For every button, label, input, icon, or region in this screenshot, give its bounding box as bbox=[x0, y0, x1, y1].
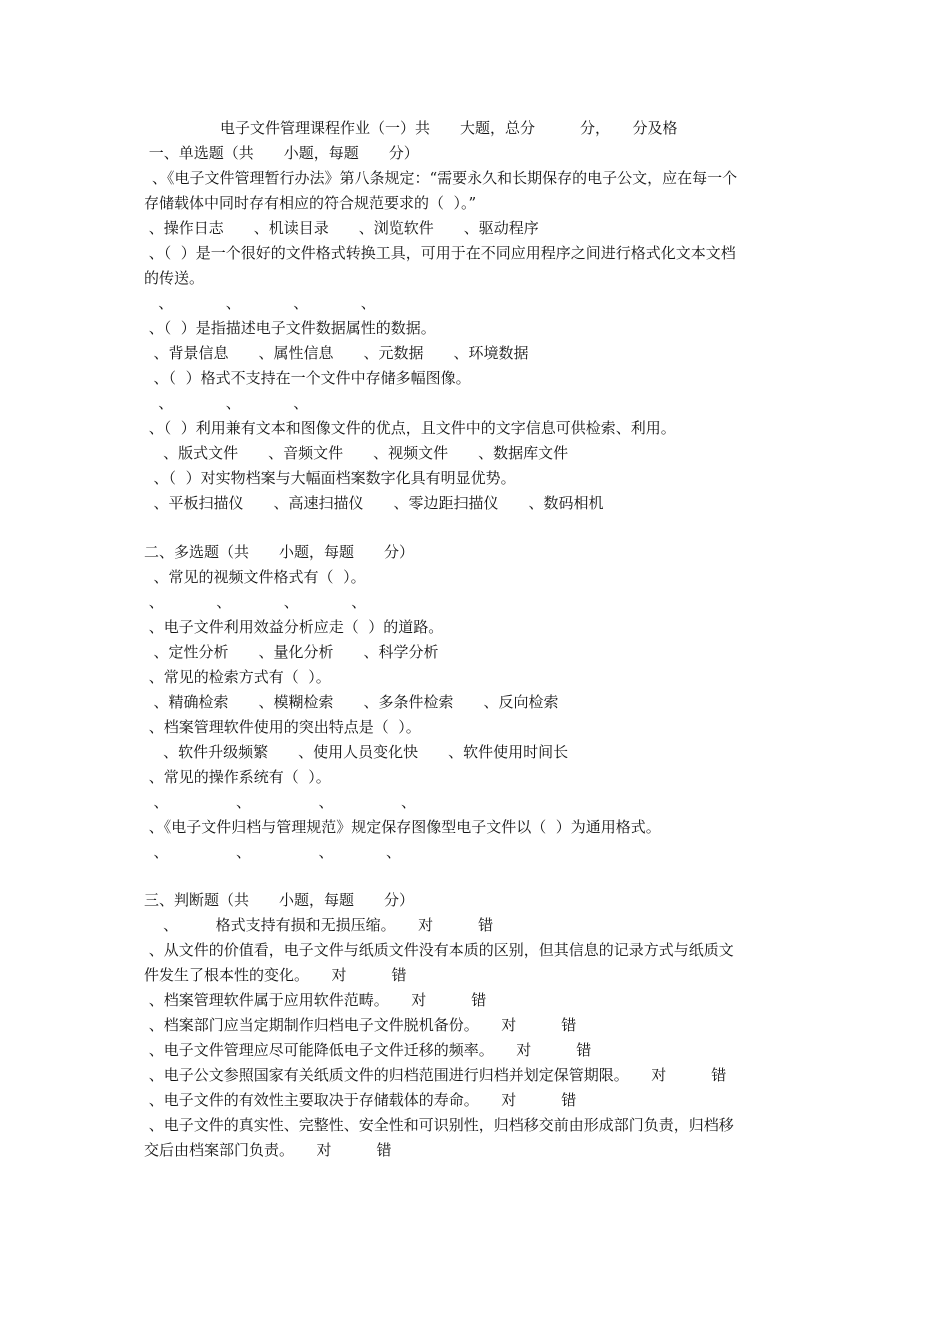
j6-line: 、电子公文参照国家有关纸质文件的归档范围进行归档并划定保管期限。 对 错 bbox=[144, 1066, 727, 1084]
q4-options: 、 、 、 bbox=[144, 394, 309, 412]
j8-line2: 交后由档案部门负责。 对 错 bbox=[144, 1141, 392, 1159]
m5-line: 、常见的操作系统有（ ）。 bbox=[144, 768, 331, 786]
section3-heading: 三、判断题（共 小题，每题 分） bbox=[144, 891, 415, 909]
m4-options: 、软件升级频繁 、使用人员变化快 、软件使用时间长 bbox=[144, 743, 569, 761]
q4-line: 、（ ）格式不支持在一个文件中存储多幅图像。 bbox=[144, 369, 471, 387]
q3-line: 、（ ）是指描述电子文件数据属性的数据。 bbox=[144, 319, 436, 337]
j8-line1: 、电子文件的真实性、完整性、安全性和可识别性，归档移交前由形成部门负责，归档移 bbox=[144, 1116, 734, 1134]
q1-options: 、操作日志 、机读目录 、浏览软件 、驱动程序 bbox=[144, 219, 539, 237]
q1-line2: 存储载体中同时存有相应的符合规范要求的（ ）。” bbox=[144, 194, 477, 212]
q6-options: 、平板扫描仪 、高速扫描仪 、零边距扫描仪 、数码相机 bbox=[144, 494, 604, 512]
m1-line: 、常见的视频文件格式有（ ）。 bbox=[144, 568, 366, 586]
j1-line: 、 格式支持有损和无损压缩。 对 错 bbox=[144, 916, 494, 934]
m1-options: 、 、 、 、 bbox=[144, 593, 367, 611]
q5-line: 、（ ）利用兼有文本和图像文件的优点，且文件中的文字信息可供检索、利用。 bbox=[144, 419, 676, 437]
m3-line: 、常见的检索方式有（ ）。 bbox=[144, 668, 331, 686]
q2-line2: 的传送。 bbox=[144, 269, 205, 287]
j5-line: 、电子文件管理应尽可能降低电子文件迁移的频率。 对 错 bbox=[144, 1041, 592, 1059]
q3-options: 、背景信息 、属性信息 、元数据 、环境数据 bbox=[144, 344, 529, 362]
m2-line: 、电子文件利用效益分析应走（ ）的道路。 bbox=[144, 618, 444, 636]
q1-line1: 、《电子文件管理暂行办法》第八条规定：“需要永久和长期保存的电子公文，应在每一个 bbox=[152, 169, 738, 187]
section1-heading: 一、单选题（共 小题，每题 分） bbox=[144, 144, 419, 162]
j2-line1: 、从文件的价值看，电子文件与纸质文件没有本质的区别，但其信息的记录方式与纸质文 bbox=[144, 941, 734, 959]
m2-options: 、定性分析 、量化分析 、科学分析 bbox=[144, 643, 439, 661]
q5-options: 、版式文件 、音频文件 、视频文件 、数据库文件 bbox=[144, 444, 569, 462]
section2-heading: 二、多选题（共 小题，每题 分） bbox=[144, 543, 415, 561]
j4-line: 、档案部门应当定期制作归档电子文件脱机备份。 对 错 bbox=[144, 1016, 577, 1034]
j3-line: 、档案管理软件属于应用软件范畴。 对 错 bbox=[144, 991, 487, 1009]
m6-options: 、 、 、 、 bbox=[144, 843, 402, 861]
j2-line2: 件发生了根本性的变化。 对 错 bbox=[144, 966, 407, 984]
j7-line: 、电子文件的有效性主要取决于存储载体的寿命。 对 错 bbox=[144, 1091, 577, 1109]
q6-line: 、（ ）对实物档案与大幅面档案数字化具有明显优势。 bbox=[144, 469, 516, 487]
q2-options: 、 、 、 、 bbox=[144, 294, 376, 312]
page-title: 电子文件管理课程作业（一）共 大题，总分 分， 分及格 bbox=[220, 119, 678, 137]
m4-line: 、档案管理软件使用的突出特点是（ ）。 bbox=[144, 718, 421, 736]
m5-options: 、 、 、 、 bbox=[144, 793, 417, 811]
m3-options: 、精确检索 、模糊检索 、多条件检索 、反向检索 bbox=[144, 693, 559, 711]
m6-line: 、《电子文件归档与管理规范》规定保存图像型电子文件以（ ）为通用格式。 bbox=[144, 818, 661, 836]
q2-line1: 、（ ）是一个很好的文件格式转换工具，可用于在不同应用程序之间进行格式化文本文档 bbox=[144, 244, 736, 262]
